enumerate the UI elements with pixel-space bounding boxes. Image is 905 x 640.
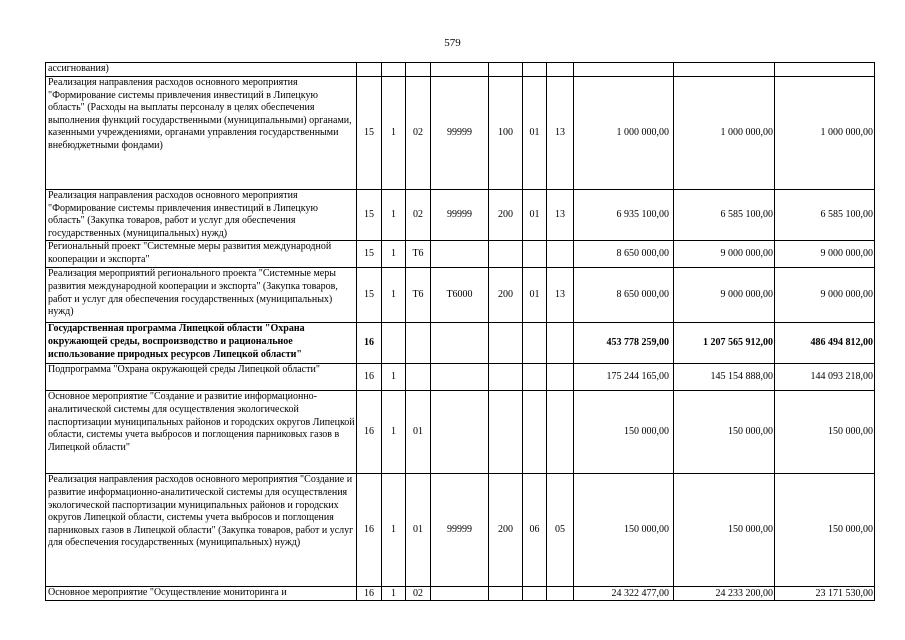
amount-year-3: 23 171 530,00: [775, 587, 875, 601]
row-name: Подпрограмма "Охрана окружающей среды Липецкой области": [46, 364, 357, 391]
amount-year-1: 24 322 477,00: [574, 587, 674, 601]
code-cell: [489, 391, 523, 474]
code-cell: 02: [406, 587, 431, 601]
amount-year-2: 9 000 000,00: [674, 268, 775, 323]
code-cell: Т6: [406, 241, 431, 268]
code-cell: [406, 364, 431, 391]
amount-year-1: 1 000 000,00: [574, 77, 674, 190]
amount-year-3: 486 494 812,00: [775, 323, 875, 364]
table-row: [46, 364, 875, 391]
page-number: 579: [444, 37, 461, 49]
row-name: Основное мероприятие "Создание и развитие информационно-аналитической системы для осуществления экологической паспортизации муниципальных районов и городских округов Липецкой области, системы учета выбросов и поглощения парниковых газов в Липецкой области": [46, 391, 357, 474]
code-cell: [489, 364, 523, 391]
code-cell: 99999: [431, 77, 489, 190]
code-cell: [547, 241, 574, 268]
code-cell: [523, 391, 547, 474]
code-cell: 16: [357, 323, 382, 364]
code-cell: 05: [547, 474, 574, 587]
code-cell: Т6000: [431, 268, 489, 323]
code-cell: [489, 241, 523, 268]
amount-year-1: 6 935 100,00: [574, 190, 674, 241]
table-row: [46, 241, 875, 268]
code-cell: 100: [489, 77, 523, 190]
amount-year-2: 145 154 888,00: [674, 364, 775, 391]
code-cell: [523, 323, 547, 364]
row-name: ассигнования): [46, 63, 357, 77]
code-cell: 1: [382, 364, 406, 391]
amount-year-1: 150 000,00: [574, 391, 674, 474]
amount-year-1: [574, 63, 674, 77]
code-cell: [489, 63, 523, 77]
code-cell: 01: [523, 190, 547, 241]
code-cell: 01: [406, 474, 431, 587]
code-cell: 16: [357, 474, 382, 587]
code-cell: 200: [489, 190, 523, 241]
table-row: [46, 474, 875, 587]
code-cell: [523, 241, 547, 268]
code-cell: 1: [382, 474, 406, 587]
table-row: [46, 63, 875, 77]
amount-year-3: [775, 63, 875, 77]
table-row: [46, 323, 875, 364]
code-cell: [431, 364, 489, 391]
amount-year-3: 6 585 100,00: [775, 190, 875, 241]
table-row: [46, 268, 875, 323]
amount-year-2: 150 000,00: [674, 391, 775, 474]
code-cell: 15: [357, 241, 382, 268]
code-cell: 06: [523, 474, 547, 587]
code-cell: [431, 391, 489, 474]
code-cell: [357, 63, 382, 77]
amount-year-2: 6 585 100,00: [674, 190, 775, 241]
amount-year-2: 24 233 200,00: [674, 587, 775, 601]
code-cell: 1: [382, 391, 406, 474]
code-cell: [406, 63, 431, 77]
code-cell: [523, 63, 547, 77]
amount-year-3: 150 000,00: [775, 474, 875, 587]
code-cell: 13: [547, 190, 574, 241]
code-cell: 15: [357, 77, 382, 190]
code-cell: 02: [406, 77, 431, 190]
amount-year-1: 175 244 165,00: [574, 364, 674, 391]
code-cell: 01: [406, 391, 431, 474]
code-cell: [547, 587, 574, 601]
code-cell: [406, 323, 431, 364]
code-cell: 16: [357, 364, 382, 391]
code-cell: [382, 63, 406, 77]
amount-year-2: 9 000 000,00: [674, 241, 775, 268]
code-cell: [431, 63, 489, 77]
budget-table: [45, 62, 875, 601]
row-name: Государственная программа Липецкой области "Охрана окружающей среды, воспроизводство и рациональное использование природных ресурсов Липецкой области": [46, 323, 357, 364]
amount-year-3: 9 000 000,00: [775, 241, 875, 268]
code-cell: [547, 391, 574, 474]
code-cell: [489, 323, 523, 364]
table-row: [46, 190, 875, 241]
amount-year-2: 1 000 000,00: [674, 77, 775, 190]
code-cell: [547, 63, 574, 77]
amount-year-3: 150 000,00: [775, 391, 875, 474]
code-cell: 15: [357, 190, 382, 241]
code-cell: [431, 587, 489, 601]
code-cell: 13: [547, 77, 574, 190]
code-cell: 1: [382, 268, 406, 323]
code-cell: 16: [357, 587, 382, 601]
row-name: Основное мероприятие "Осуществление мониторинга и: [46, 587, 357, 601]
code-cell: [431, 323, 489, 364]
code-cell: 99999: [431, 190, 489, 241]
code-cell: [489, 587, 523, 601]
amount-year-1: 8 650 000,00: [574, 268, 674, 323]
code-cell: [547, 323, 574, 364]
table-row: [46, 391, 875, 474]
amount-year-2: [674, 63, 775, 77]
amount-year-1: 150 000,00: [574, 474, 674, 587]
table-row: [46, 587, 875, 601]
code-cell: [547, 364, 574, 391]
code-cell: 02: [406, 190, 431, 241]
code-cell: 1: [382, 241, 406, 268]
code-cell: 1: [382, 77, 406, 190]
code-cell: [431, 241, 489, 268]
code-cell: [523, 587, 547, 601]
code-cell: 01: [523, 268, 547, 323]
code-cell: 1: [382, 190, 406, 241]
row-name: Реализация мероприятий регионального проекта "Системные меры развития международной кооперации и экспорта" (Закупка товаров, работ и услуг для обеспечения государственных (муниципальных) нужд): [46, 268, 357, 323]
code-cell: [523, 364, 547, 391]
row-name: Реализация направления расходов основного мероприятия "Формирование системы привлечения инвестиций в Липецкую область" (Закупка товаров, работ и услуг для обеспечения государственных (муниципальных) нужд): [46, 190, 357, 241]
code-cell: 13: [547, 268, 574, 323]
code-cell: 99999: [431, 474, 489, 587]
code-cell: [382, 323, 406, 364]
code-cell: Т6: [406, 268, 431, 323]
amount-year-3: 9 000 000,00: [775, 268, 875, 323]
amount-year-3: 144 093 218,00: [775, 364, 875, 391]
row-name: Региональный проект "Системные меры развития международной кооперации и экспорта": [46, 241, 357, 268]
amount-year-2: 1 207 565 912,00: [674, 323, 775, 364]
amount-year-1: 8 650 000,00: [574, 241, 674, 268]
code-cell: 200: [489, 268, 523, 323]
table-row: [46, 77, 875, 190]
code-cell: 01: [523, 77, 547, 190]
code-cell: 1: [382, 587, 406, 601]
code-cell: 16: [357, 391, 382, 474]
code-cell: 15: [357, 268, 382, 323]
code-cell: 200: [489, 474, 523, 587]
row-name: Реализация направления расходов основного мероприятия "Формирование системы привлечения инвестиций в Липецкую область" (Расходы на выплаты персоналу в целях обеспечения выполнения функций государственными (муниципальными) органами, казенными учреждениями, органами управления государственными внебюджетными фондами): [46, 77, 357, 190]
row-name: Реализация направления расходов основного мероприятия "Создание и развитие информационно-аналитической системы для осуществления экологической паспортизации муниципальных районов и городских округов Липецкой области, системы учета выбросов и поглощения парниковых газов в Липецкой области" (Закупка товаров, работ и услуг для обеспечения государственных (муниципальных) нужд): [46, 474, 357, 587]
amount-year-2: 150 000,00: [674, 474, 775, 587]
amount-year-3: 1 000 000,00: [775, 77, 875, 190]
amount-year-1: 453 778 259,00: [574, 323, 674, 364]
